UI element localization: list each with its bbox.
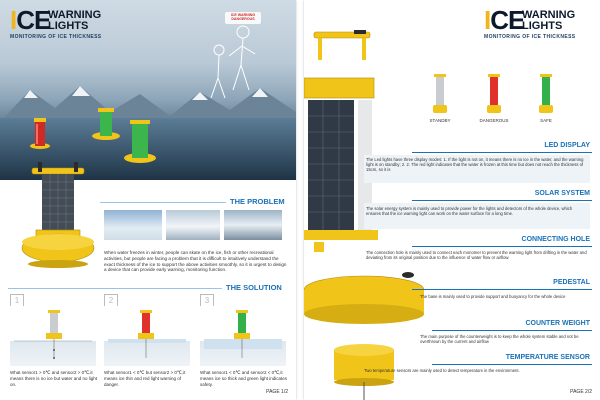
solution-rule [8, 288, 222, 289]
temperature-sensor-title: TEMPERATURE SENSOR [505, 354, 590, 361]
legend-lamp-standby [432, 74, 448, 119]
solar-system-text: The solar energy system is mainly used to provide power for the lights and detectors of the whole device, which ensures that the ice warning light can work on the water surface for a long time. [366, 206, 573, 217]
buoys-on-lake-illustration [28, 88, 158, 168]
solution-text-3: What sensor1 < 0℃ and sensor2 < 0℃,it means ice so thick and green light indicates safety. [200, 370, 288, 387]
solution-title: THE SOLUTION [226, 283, 282, 292]
connecting-hole-rule [412, 246, 592, 247]
sketch-sign-text: ICE WARNING DANGEROUS [230, 13, 256, 21]
problem-photo-skaters [166, 210, 220, 240]
counter-weight-title: COUNTER WEIGHT [525, 320, 590, 327]
legend-label-safe: SAFE [540, 118, 552, 123]
led-display-rule [412, 152, 592, 153]
people-sketch-illustration [195, 10, 275, 105]
led-display-text: The Led lights have three display modes: 1. If the light is not on, it means there is no ice in the water, and the warning light is on standby; 2. 2. The red light indicates that the water is frozen at this time but does not reach the thickness of 15cm, so it is [366, 157, 584, 173]
legend-lamp-safe [538, 74, 554, 119]
brand-ice-word: ICE [10, 5, 51, 35]
pedestal-text: The base is mainly used to provide support and buoyancy for the whole device [420, 294, 566, 299]
solar-system-title: SOLAR SYSTEM [534, 190, 590, 197]
brand-logo [10, 5, 102, 40]
buoy-green-large [124, 120, 156, 163]
buoy-red [30, 118, 50, 149]
brand-logo-page2 [484, 5, 576, 40]
top-cap-render [310, 28, 374, 62]
page-number: PAGE 1/2 [266, 389, 288, 395]
counter-weight-rule [432, 330, 592, 331]
solution-number-3: 3 [200, 294, 214, 308]
page-one [0, 0, 296, 400]
legend-label-dangerous: DANGEROUS [479, 118, 509, 123]
solution-diagram-2 [104, 306, 190, 366]
page-two [304, 0, 600, 400]
page-number: PAGE 2/2 [570, 389, 592, 395]
pedestal-rule [412, 289, 592, 290]
led-display-title: LED DISPLAY [544, 142, 590, 149]
legend-lamp-dangerous [486, 74, 502, 119]
connecting-hole-title: CONNECTING HOLE [521, 236, 590, 243]
connecting-hole-text: The connection hole is mainly used to connect each monomer to prevent the warning light from drifting in the water and deviating from its original position due to the influence of water flow or airflow. [366, 250, 587, 261]
solution-diagram-3 [200, 306, 286, 366]
solution-text-1: What sensor1 > 0℃ and sensor2 > 0℃,it means there is no ice but water and no light on. [10, 370, 98, 387]
problem-title: THE PROBLEM [230, 197, 285, 206]
hero-photo [0, 0, 296, 180]
solution-number-2: 2 [104, 294, 118, 308]
counter-weight-text: The main purpose of the counterweight is to keep the whole system stable and not be overthrown by the current and airflow [420, 334, 579, 345]
solution-diagram-1 [10, 306, 96, 366]
solution-number-1: 1 [10, 294, 24, 308]
buoy-exploded-render [304, 70, 424, 400]
problem-rule [100, 202, 226, 203]
temperature-sensor-text: Two temperature sensors are mainly used to detect temperature in the environment. [364, 368, 520, 373]
brand-ice-word: ICE [484, 5, 525, 35]
solution-text-2: What sensor1 < 0℃ but sensor2 > 0℃,it means ice thin and red light warning of danger. [104, 370, 186, 387]
buoy-product-render [18, 160, 98, 272]
pedestal-title: PEDESTAL [553, 279, 590, 286]
buoy-green-small [92, 108, 120, 140]
brand-subtitle: MONITORING OF ICE THICKNESS [484, 34, 576, 40]
temperature-sensor-rule [432, 364, 592, 365]
brand-subtitle: MONITORING OF ICE THICKNESS [10, 34, 102, 40]
problem-photo-fishing [224, 210, 282, 240]
legend-label-standby: STANDBY [429, 118, 451, 123]
problem-photo-lake [104, 210, 162, 240]
problem-text: When water freezes in winter, people can skate on the ice, fish or other recreational activities, but people are facing a problem that it is difficult to intuitively understand the exact thickness of the ice to support the above activities smoothly, so it is urgent to design a device that can provide early warning, monitoring function. [104, 250, 287, 273]
solar-system-rule [412, 200, 592, 201]
brand-title-words: WARNING LIGHTS [522, 9, 576, 32]
brand-title-words: WARNING LIGHTS [48, 9, 102, 32]
